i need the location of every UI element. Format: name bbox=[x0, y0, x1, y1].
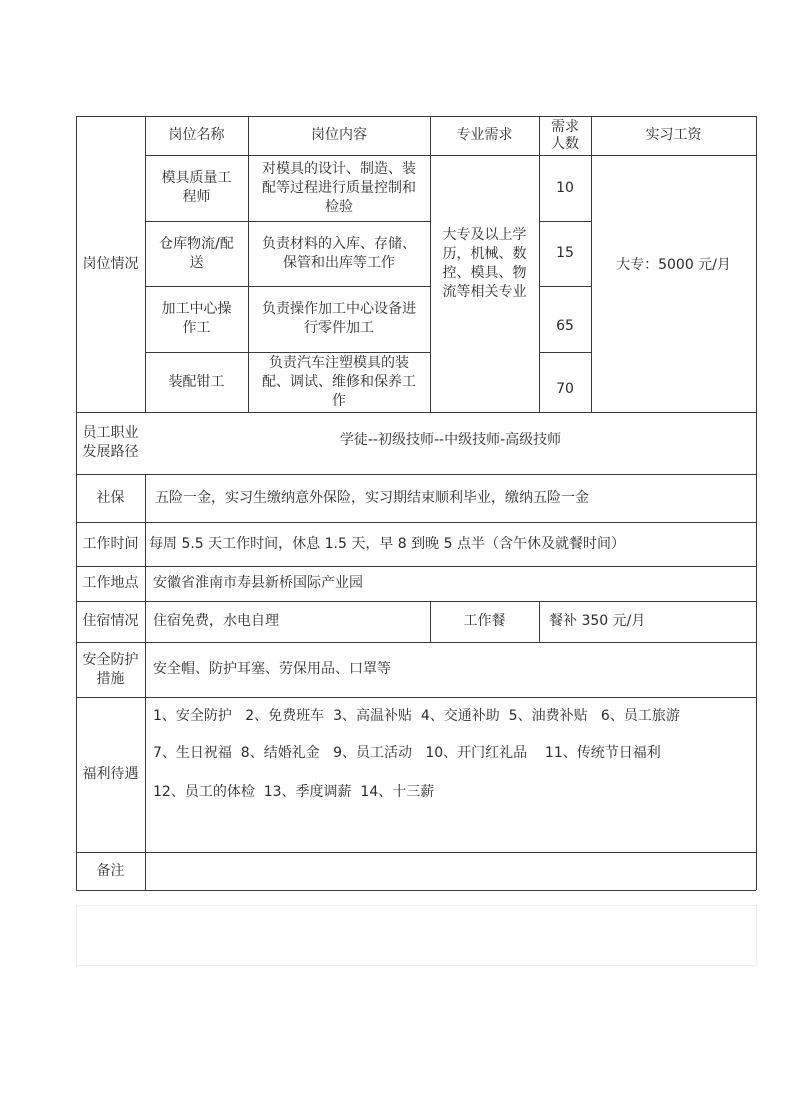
position-count: 70 bbox=[556, 380, 574, 397]
benefits-line: 1、安全防护 2、免费班车 3、高温补贴 4、交通补助 5、油费补贴 6、员工旅游 bbox=[153, 708, 680, 724]
safety-value: 安全帽、防护耳塞、劳保用品、口罩等 bbox=[153, 661, 391, 677]
remark-label: 备注 bbox=[96, 862, 125, 879]
location-label: 工作地点 bbox=[82, 575, 139, 591]
header-demand: 需求 人数 bbox=[551, 118, 579, 152]
header-major: 专业需求 bbox=[456, 127, 513, 143]
bleed-through-line bbox=[756, 905, 757, 965]
benefits-line: 12、员工的体检 13、季度调薪 14、十三薪 bbox=[153, 784, 435, 800]
position-name: 仓库物流/配 送 bbox=[159, 235, 234, 271]
position-name: 模具质量工 程师 bbox=[161, 170, 232, 205]
benefits-line: 7、生日祝福 8、结婚礼金 9、员工活动 10、开门红礼品 11、传统节日福利 bbox=[153, 745, 661, 761]
career-value: 学徒--初级技师--中级技师-高级技师 bbox=[339, 431, 562, 448]
position-content: 负责材料的入库、存储、 保管和出库等工作 bbox=[262, 235, 416, 271]
position-content: 负责操作加工中心设备进 行零件加工 bbox=[262, 301, 416, 336]
remark-value bbox=[145, 852, 756, 890]
major-requirement: 大专及以上学 历，机械、数 控、模具、物 流等相关专业 bbox=[442, 226, 527, 300]
worktime-label: 工作时间 bbox=[82, 535, 139, 552]
housing-label: 住宿情况 bbox=[82, 613, 139, 629]
section-label-positions: 岗位情况 bbox=[82, 255, 139, 272]
position-name: 装配钳工 bbox=[168, 373, 225, 390]
header-post-name: 岗位名称 bbox=[168, 127, 225, 143]
position-count: 15 bbox=[556, 245, 574, 261]
worktime-value: 每周 5.5 天工作时间，休息 1.5 天，早 8 到晚 5 点半（含午休及就餐时间） bbox=[149, 535, 625, 552]
housing-value: 住宿免费，水电自理 bbox=[153, 613, 279, 629]
bleed-through-line bbox=[76, 905, 756, 906]
position-name: 加工中心操 作工 bbox=[161, 301, 232, 336]
meal-value: 餐补 350 元/月 bbox=[549, 613, 646, 629]
safety-label: 安全防护 措施 bbox=[82, 651, 139, 687]
bleed-through-line bbox=[76, 965, 756, 966]
header-post-content: 岗位内容 bbox=[311, 127, 367, 143]
row-divider bbox=[76, 697, 756, 698]
position-count: 10 bbox=[556, 179, 574, 196]
salary-value: 大专：5000 元/月 bbox=[616, 257, 731, 273]
social-value: 五险一金，实习生缴纳意外保险，实习期结束顺利毕业，缴纳五险一金 bbox=[155, 489, 589, 506]
position-count: 65 bbox=[556, 317, 574, 334]
table-border-bottom bbox=[76, 890, 756, 891]
location-value: 安徽省淮南市寿县新桥国际产业园 bbox=[153, 575, 363, 591]
header-salary: 实习工资 bbox=[645, 127, 702, 143]
career-label: 员工职业 发展路径 bbox=[82, 425, 139, 460]
social-label: 社保 bbox=[96, 489, 125, 506]
table-border-right bbox=[756, 116, 757, 890]
position-content: 负责汽车注塑模具的装 配、调试、维修和保养工 作 bbox=[262, 354, 416, 409]
benefits-label: 福利待遇 bbox=[82, 766, 139, 782]
meal-label: 工作餐 bbox=[463, 613, 506, 629]
position-content: 对模具的设计、制造、装 配等过程进行质量控制和 检验 bbox=[262, 160, 416, 215]
bleed-through-line bbox=[76, 905, 77, 965]
